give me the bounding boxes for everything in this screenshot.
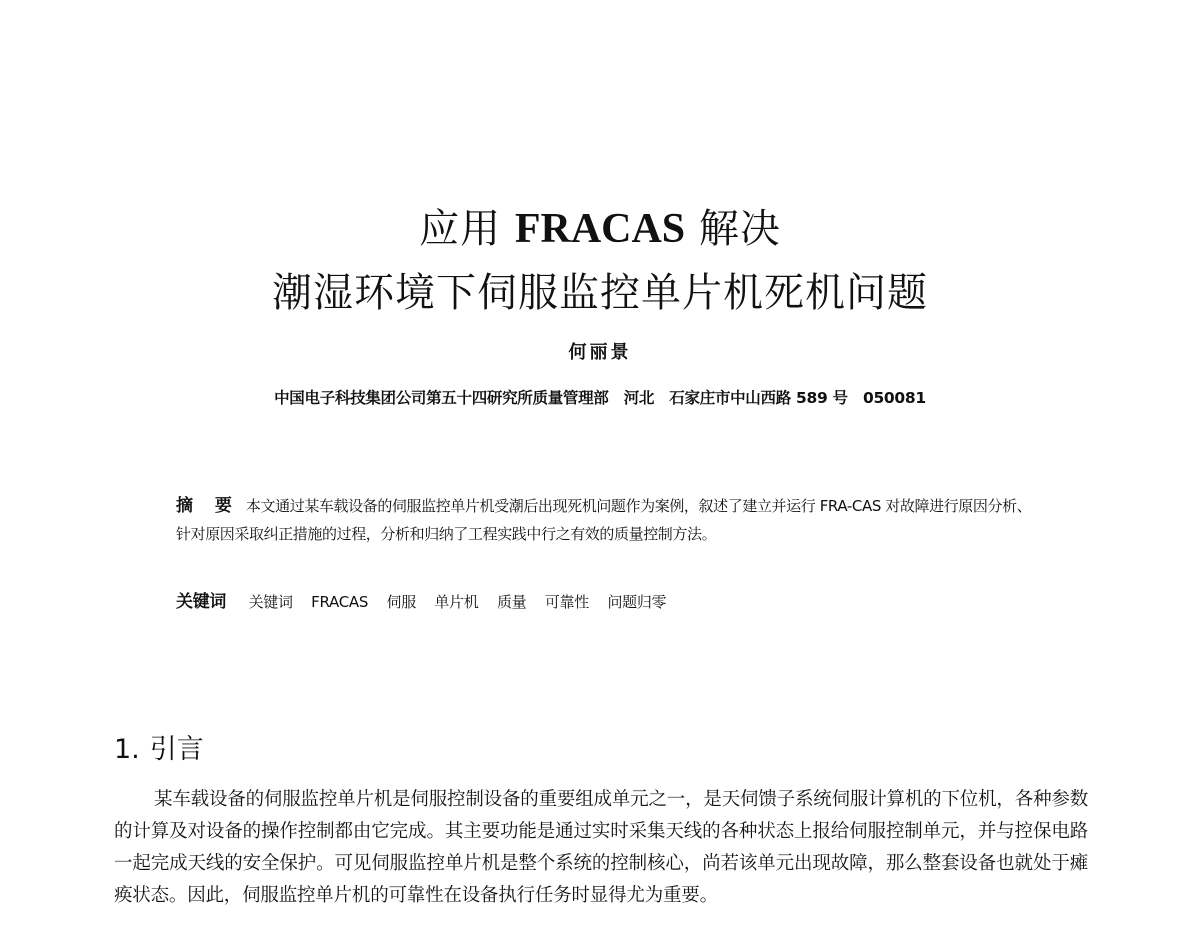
author-affiliation: 中国电子科技集团公司第五十四研究所质量管理部 河北 石家庄市中山西路 589 号 050081 [274,389,926,407]
title-latin: FRACAS [514,206,686,252]
abstract-text: 本文通过某车载设备的伺服监控单片机受潮后出现死机问题作为案例，叙述了建立并运行 FRA-CAS 对故障进行原因分析、针对原因采取纠正措施的过程，分析和归纳了工程实践中行之有效的质量控制方法。 [176,497,1032,543]
section-title: 引言 [149,734,204,765]
keyword-item: 质量 [496,593,527,611]
section-heading-introduction [114,732,204,768]
title-prefix: 应用 [419,206,515,252]
keyword-item: 单片机 [434,593,479,611]
section-number: 1. [114,734,140,765]
abstract [176,492,1036,548]
paper-title-line-1 [0,206,1200,252]
keywords-label: 关键词 [176,592,227,612]
keyword-item: 关键词 [248,593,293,611]
keyword-item: 可靠性 [544,593,589,611]
keyword-item: FRACAS [311,593,369,611]
abstract-label: 摘 要 [176,496,240,516]
title-suffix: 解决 [685,206,781,252]
introduction-paragraph: 某车载设备的伺服监控单片机是伺服控制设备的重要组成单元之一，是天伺馈子系统伺服计算机的下位机，各种参数的计算及对设备的操作控制都由它完成。其主要功能是通过实时采集天线的各种状态上报给伺服控制单元，并与控保电路一起完成天线的安全保护。可见伺服监控单片机是整个系统的控制核心，尚若该单元出现故障，那么整套设备也就处于瘫痪状态。因此，伺服监控单片机的可靠性在设备执行任务时显得尤为重要。 [114,789,1088,906]
keywords [176,590,1036,614]
author-name: 何丽景 [568,342,632,363]
paper-title-line-2: 潮湿环境下伺服监控单片机死机问题 [272,270,928,316]
keyword-item: 伺服 [386,593,416,611]
keyword-item: 问题归零 [607,593,667,611]
